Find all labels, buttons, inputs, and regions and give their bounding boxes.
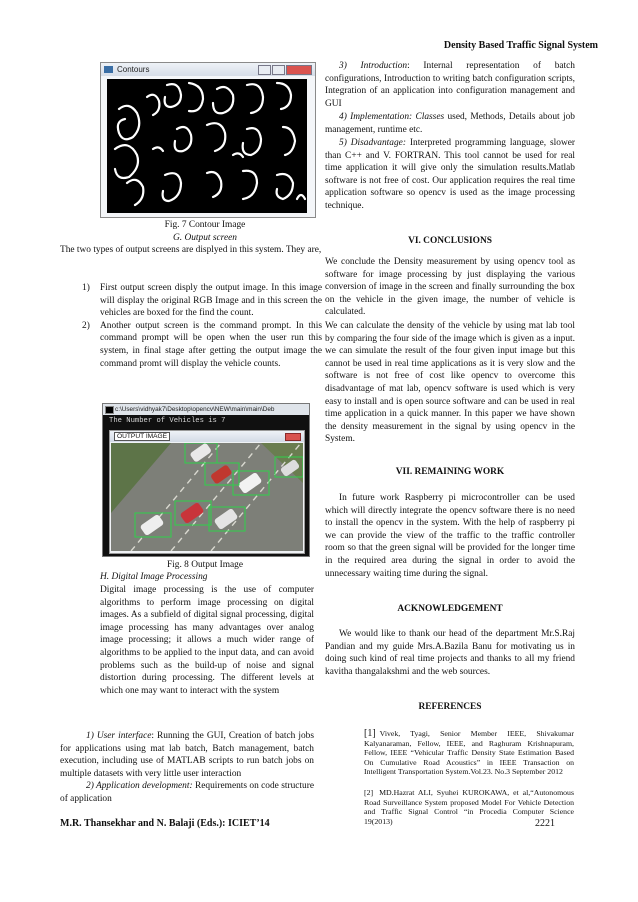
minimize-icon[interactable] <box>258 65 271 75</box>
list-item: 1) First output screen disply the output image. In this image will display the original RGB Image and in this screen the vehicles are boxed for the find the count. <box>82 283 322 319</box>
figure8-caption: Fig. 8 Output Image <box>166 560 244 570</box>
reference-2-number: [2] <box>364 788 374 797</box>
output-image-title: OUTPUT IMAGE <box>114 432 170 441</box>
implementation-paragraph: 4) Implementation: Classes used, Methods, Details about job management, runtime etc. <box>325 112 575 135</box>
page-number: 2221 <box>535 818 555 829</box>
maximize-icon[interactable] <box>272 65 285 75</box>
cmd-icon <box>105 406 114 414</box>
traffic-output-image <box>111 443 303 551</box>
introduction-paragraph: 3) Introduction: Internal representation of batch configurations, Introduction to writing batch configuration scripts, Integration of an application into configuration management and GUI <box>325 61 575 109</box>
acknowledgement-paragraph: We would like to thank our head of the department Mr.S.Raj Pandian and my guide Mrs.A.Bazila Banu for motivating us in doing such kind of real time projects and thanks to all my friend kavitha thangalakshmi and the web sources. <box>325 629 575 677</box>
references-heading: REFERENCES <box>418 702 482 712</box>
contour-image <box>107 79 307 213</box>
contours-window-titlebar <box>101 63 315 76</box>
g-intro-paragraph: The two types of output screens are displyed in this system. They are, <box>60 245 322 255</box>
output-image-window <box>109 430 305 554</box>
cmd-titlebar <box>103 404 309 415</box>
subsection-h-heading: H. Digital Image Processing <box>100 572 208 582</box>
user-interface-paragraph: 1) User interface: Running the GUI, Creation of batch jobs for applications using mat lab batch, Batch management, batch execution, including use of MATLAB scripts to run batch jobs on multiple datasets with very little user interaction <box>60 731 314 779</box>
cmd-output-text: The Number of Vehicles is 7 <box>109 417 226 425</box>
figure7-caption: Fig. 7 Contour Image <box>164 220 246 230</box>
conclusions-paragraph-1: We conclude the Density measurement by using opencv tool as software for image processing by just displaying the various conversion of image in the screen and finally surrounding the box on the vehicle in the given image, the number of vehicle is calculated. <box>325 257 575 318</box>
close-icon[interactable] <box>286 65 312 75</box>
application-development-paragraph: 2) Application development: Requirements on code structure of application <box>60 781 314 804</box>
section-vi-heading: VI. CONCLUSIONS <box>408 236 492 246</box>
reference-1 <box>364 729 574 777</box>
contour-shapes <box>115 83 305 205</box>
output-screen-list <box>60 282 322 370</box>
contours-window-title: Contours <box>117 65 150 74</box>
cmd-path: c:\Users\vidhyak7\Desktop\opencv\NEW\main\main\Deb <box>115 406 275 413</box>
reference-1-text: Vivek, Tyagi, Senior Member IEEE, Shivakumar Kalyanaraman, Fellow, IEEE, and Raghuram Krishnapuram, Fellow, IEEE “Vehicular Traffic Density State Estimation Based On Cumulative Road Acoustics” in IEEE Transaction on Intelligent Transportation System.Vol.23. No.3 September 2012 <box>364 729 574 777</box>
output-close-icon[interactable] <box>285 433 301 441</box>
figure8-screenshot <box>102 403 310 557</box>
output-image-titlebar <box>110 431 304 442</box>
list-item: 2) Another output screen is the command prompt. In this command prompt will be open when the user run this system, in final stage after getting the output image the command promt will display the vehicle counts. <box>82 320 322 369</box>
reference-1-number: [1] <box>364 728 376 739</box>
contours-window <box>100 62 316 218</box>
h-paragraph: Digital image processing is the use of computer algorithms to perform image processing on digital images. As a subfield of digital signal processing, digital image processing has many advantages over analog image processing; it allows a much wider range of algorithms to be applied to the input data, and can avoid problems such as the build-up of noise and signal distortion during processing. The different levels at which one may want to interact with the system <box>100 585 314 696</box>
footer-citation: M.R. Thansekhar and N. Balaji (Eds.): ICIET’14 <box>60 818 270 829</box>
reference-2-text: MD.Hazrat ALI, Syuhei KUROKAWA, et al,“Autonomous Road Surveillance System proposed Model For Vehicle Detection and Traffic Signal Control “in Procedia Computer Science 19(2013) <box>364 788 574 826</box>
running-header: Density Based Traffic Signal System <box>443 40 598 51</box>
acknowledgement-heading: ACKNOWLEDGEMENT <box>397 604 503 614</box>
subsection-g-heading: G. Output screen <box>173 233 237 243</box>
section-vii-heading: VII. REMAINING WORK <box>395 467 505 477</box>
disadvantage-paragraph: 5) Disadvantage: Interpreted programming language, slower than C++ and V. FORTRAN. This tool cannot be used for real time application it will give only the simulation results.Matlab software is not free of cost. Our application requires the real time application software so opencv is used as the image processing technique. <box>325 138 576 211</box>
conclusions-paragraph-2: We can calculate the density of the vehicle by using mat lab tool by comparing the four side of the image which is given as a input. we can simulate the result of the four given input image but this cannot be used in real time applications as it is very slow and the software is not free of cost like opencv to overcome this disadvantage of mat lab, opencv software is used which is very easy to install and is open source software and can be used in real time application in a quick manner. In this paper we have shown the density measurement in the signal by using opencv in the System. <box>325 321 575 445</box>
remaining-work-paragraph: In future work Raspberry pi microcontroller can be used which will directly integrate the opencv software there is no need to install the opencv in the system. With the help of raspberry pi we can provide the view of the traffic to the traffic controller room so that the green signal will be provided for the longer time in the required area during the signal in order to avoid the unnecessary waiting time during the signal. <box>325 493 575 579</box>
window-app-icon <box>104 66 113 73</box>
